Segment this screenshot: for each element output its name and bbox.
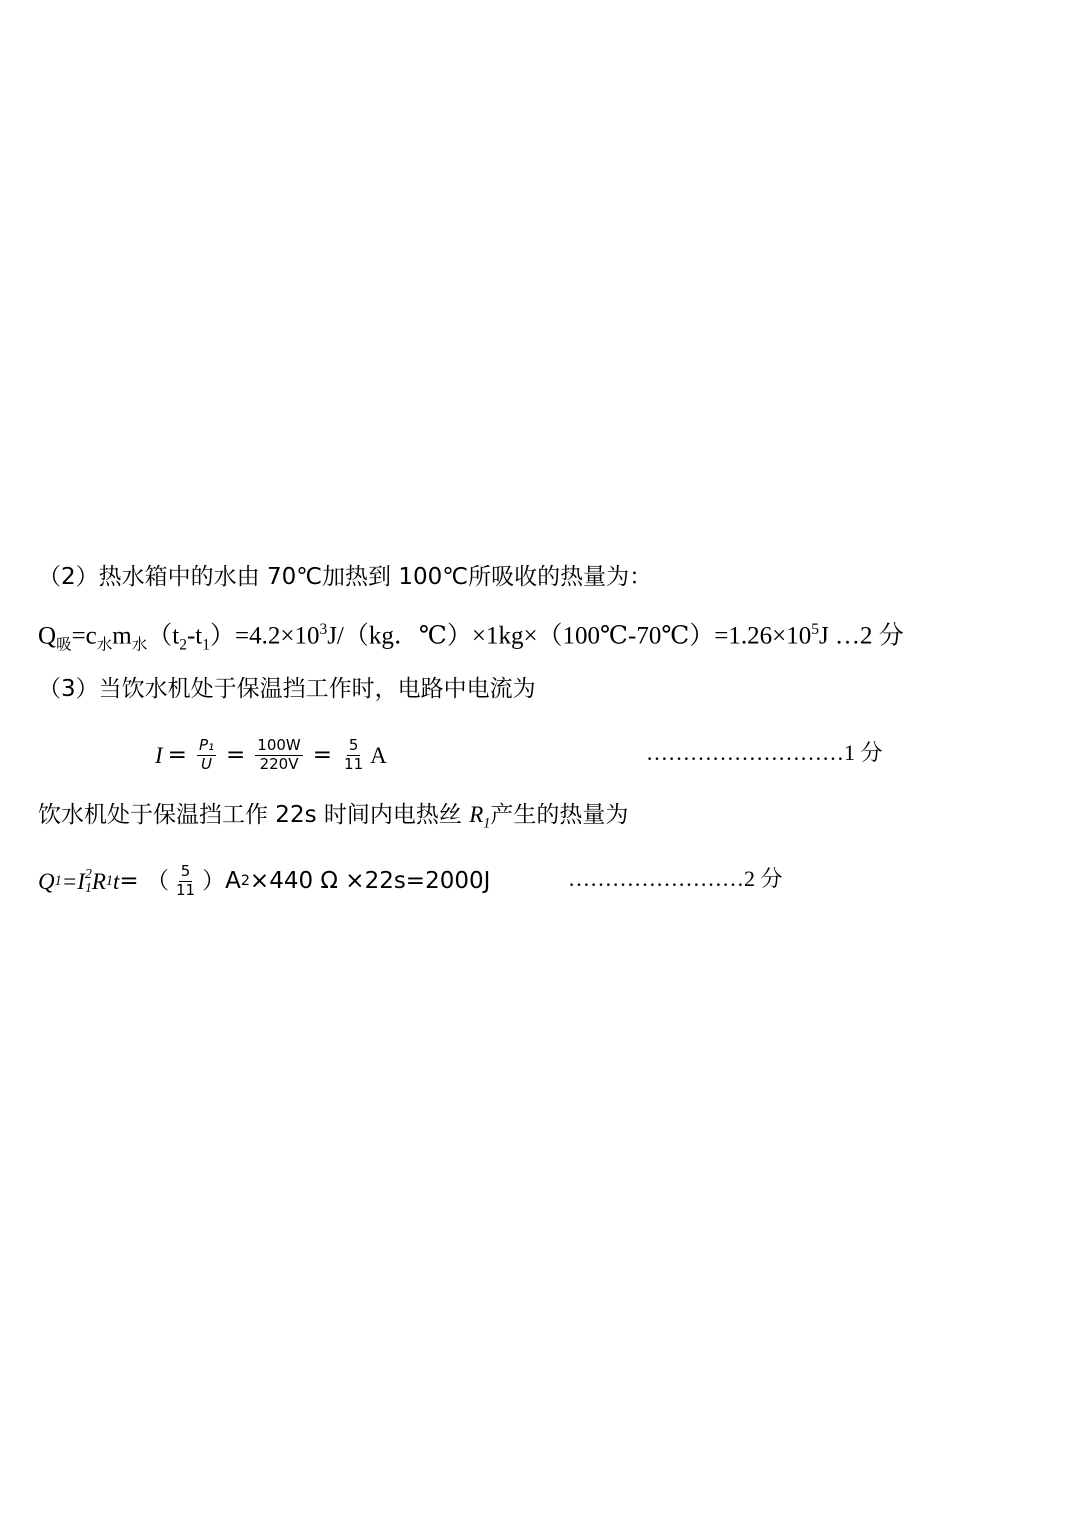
frac-b-denominator: 11 (176, 880, 196, 899)
eq-i-symbol: =I (61, 868, 85, 894)
i-scripts (85, 867, 92, 895)
current-equation (155, 730, 387, 780)
mid-text: ）=4.2×10 (210, 622, 320, 650)
exp5: 5 (811, 621, 819, 638)
fraction-p-over-u (197, 737, 216, 773)
fraction-5-over-11 (342, 737, 365, 773)
frac2-numerator: 100W (257, 736, 301, 755)
fraction-5-over-11-b (174, 863, 197, 899)
intro-text-b: 产生的热量为 (490, 802, 629, 828)
fraction-100w-over-220v (255, 737, 302, 773)
c-subscript: 水 (96, 635, 113, 654)
unit-text: J/（kg．℃）×1kg×（100℃-70℃）=1.26×10 (327, 622, 812, 650)
t-symbol: t (113, 868, 120, 894)
frac1-denominator: U (200, 754, 212, 773)
a-superscript: 2 (240, 872, 250, 889)
eq-c: =c (71, 622, 97, 650)
paren-open: （t (147, 622, 180, 650)
t1-subscript: 1 (202, 636, 210, 654)
ampere-unit: A (370, 742, 387, 768)
heat-absorbed-equation (38, 622, 904, 653)
rest-text: ×440 Ω ×22s=2000J (249, 867, 491, 894)
score-2-points: ……………………2 分 (568, 866, 783, 891)
frac2-denominator: 220V (259, 754, 299, 773)
close-paren-a: ）A (202, 867, 241, 894)
r-subscript: 1 (483, 815, 491, 832)
heat-generated-intro (38, 803, 628, 831)
equals-paren: = （ (119, 867, 170, 894)
frac3-numerator: 5 (348, 736, 359, 755)
m-subscript: 水 (131, 635, 148, 654)
q-subscript: 吸 (56, 635, 72, 654)
i-subscript: 1 (84, 880, 92, 895)
i-symbol: I (155, 742, 163, 768)
equals-1: = (167, 741, 187, 768)
r-symbol: R (469, 802, 484, 827)
heat-generated-equation (38, 855, 490, 907)
intro-text-a: 饮水机处于保温挡工作 22s 时间内电热丝 (38, 802, 470, 828)
m-symbol: m (112, 622, 132, 650)
q1-symbol: Q (38, 868, 55, 894)
t2-subscript: 2 (179, 636, 187, 654)
exp3: 3 (319, 621, 328, 638)
q1-subscript: 1 (54, 872, 62, 889)
frac3-denominator: 11 (344, 754, 364, 773)
r1-symbol: R (91, 868, 106, 894)
part3-intro: （3）当饮水机处于保温挡工作时，电路中电流为 (38, 676, 536, 702)
equals-2: = (226, 741, 246, 768)
r1-subscript: 1 (105, 872, 114, 889)
frac1-numerator: P₁ (198, 736, 215, 755)
end-text: J …2 分 (819, 622, 904, 650)
equals-3: = (312, 741, 333, 768)
dash-t: -t (186, 622, 203, 650)
frac-b-numerator: 5 (180, 862, 191, 881)
q-symbol: Q (38, 622, 57, 650)
part2-intro: （2）热水箱中的水由 70℃加热到 100℃所吸收的热量为： (38, 564, 653, 590)
score-1-point: ………………………1 分 (646, 740, 883, 765)
i-superscript: 2 (84, 866, 92, 882)
